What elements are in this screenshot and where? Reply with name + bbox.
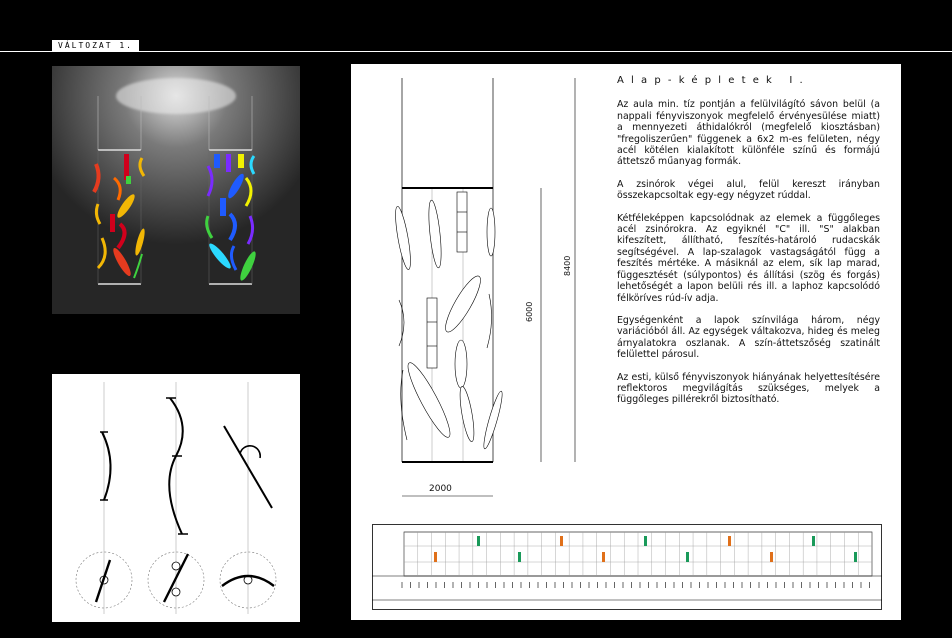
elevation-drawing	[351, 64, 611, 514]
total-height-dimension: 8400	[563, 255, 572, 276]
strip-plate-mark	[854, 552, 857, 562]
paragraph-1: Az aula min. tíz pontján a felülvilágító sávon belül (a nappali fényviszonyok megfelelő érvényesülése miatt) a mennyezeti áthidalókról (megfelelő kiosztásban) "fregoliszerűen" függenek a 6x2 m-es felületen, négy acél kötélen kialakított különféle színű és formájú áttetsző műanyag formák.	[617, 99, 880, 168]
mechanism-illustration	[52, 374, 300, 622]
main-sheet	[351, 64, 901, 620]
render-illustration	[52, 66, 300, 314]
mechanism-diagrams	[52, 374, 300, 622]
strip-plate-mark	[812, 536, 815, 546]
paragraph-5: Az esti, külső fényviszonyok hiányának helyettesítésére reflektoros megvilágítás szükséges, melyek a függőleges pillérekről biztosítható.	[617, 371, 880, 406]
strip-plate-mark	[686, 552, 689, 562]
facade-strip-drawing	[372, 524, 882, 610]
strip-plate-mark	[644, 536, 647, 546]
section-title: Alap-képletek I.	[617, 75, 810, 86]
inner-height-dimension: 6000	[525, 301, 534, 322]
description-text	[617, 75, 880, 417]
variant-tag: VÁLTOZAT 1.	[52, 40, 139, 51]
strip-plate-mark	[518, 552, 521, 562]
width-dimension: 2000	[429, 484, 452, 494]
paragraph-2: A zsinórok végei alul, felül kereszt irányban összekapcsoltak egy-egy négyzet rúddal.	[617, 178, 880, 202]
strip-plate-mark	[434, 552, 437, 562]
c-shape-connection	[100, 432, 111, 500]
paragraph-3: Kétféleképpen kapcsolódnak az elemek a függőleges acél zsinórokra. Az egyiknél "C" ill. "S" alakban kifeszített, állítható, feszítés-határoló rudacskák segítségével. A lap-szalagok vastagságától függ a feszítés mértéke. A másiknál az elem, sík lap marad, függesztését (súlypontos) és állítási (szög és forgás) lehetőségét a lapon belüli rés ill. a laphoz kapcsolódó félköríves rúd-ív adja.	[617, 212, 880, 304]
s-shape-connection	[166, 398, 188, 534]
paragraph-4: Egységenként a lapok színvilága három, négy variációból áll. Az egységek váltakozva, hideg és meleg árnyalatokra oszlanak. A szín-áttetszőség szatinált felülettel párosul.	[617, 314, 880, 361]
strip-plate-mark	[770, 552, 773, 562]
strip-plate-mark	[728, 536, 731, 546]
render-view	[52, 66, 300, 314]
header-rule	[0, 51, 952, 52]
strip-plate-mark	[477, 536, 480, 546]
strip-plate-mark	[602, 552, 605, 562]
strip-plate-mark	[560, 536, 563, 546]
